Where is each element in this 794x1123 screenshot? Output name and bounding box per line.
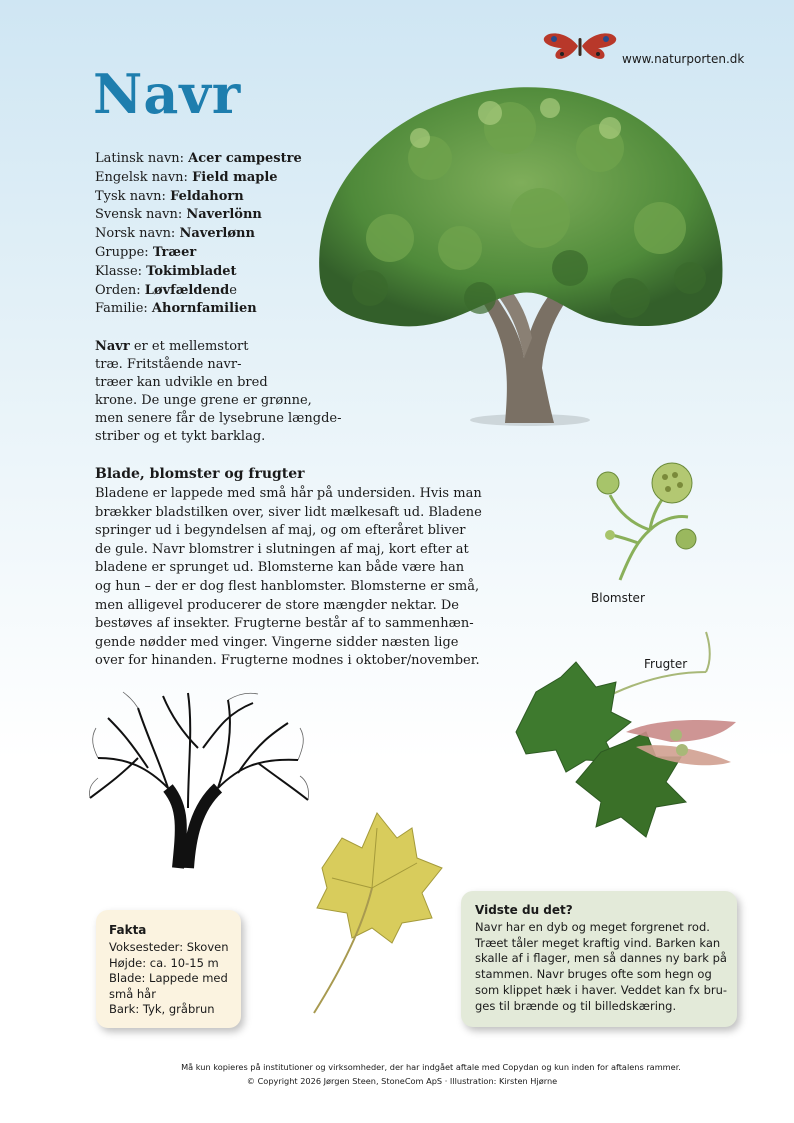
- winter-tree-silhouette: [88, 688, 310, 870]
- species-names: [95, 150, 302, 319]
- name-row: Svensk navn: Naverlönn: [95, 207, 262, 223]
- fakta-heading: Fakta: [109, 923, 147, 937]
- name-row: Gruppe: Træer: [95, 244, 197, 260]
- fakta-box: Fakta Voksesteder: Skoven Højde: ca. 10-15 m Blade: Lappede med små hår Bark: Tyk, gråbrun: [96, 910, 241, 1028]
- name-row: Norsk navn: Naverlønn: [95, 226, 255, 242]
- name-row: Familie: Ahornfamilien: [95, 301, 257, 317]
- autumn-leaf-illustration: [302, 808, 444, 1018]
- page-title: Navr: [93, 62, 242, 126]
- name-row: Orden: Løvfældende: [95, 282, 237, 298]
- name-row: Engelsk navn: Field maple: [95, 169, 278, 185]
- section-paragraph: Bladene er lappede med små hår på undersiden. Hvis man brækker bladstilken over, siver lidt mælkesaft ud. Bladene springer ud i begyndelsen af maj, og om efteråret bliver de gule. Navr blomstrer i slutningen af maj, kort efter at bladene er sprunget ud. Blomsterne kan både være han og hun – der er dog flest hanblomster. Blomsterne er små, men alligevel producerer de store mængder nektar. De bestøves af insekter. Frugterne består af to sammenhæn- gende nødder med vinger. Vingerne sidder næsten lige over for hinanden. Frugterne modnes i oktober/november.: [95, 486, 482, 669]
- vidste-text: Navr har en dyb og meget forgrenet rod. Træet tåler meget kraftig vind. Barken kan skalle af i flager, men så dannes ny bark på stammen. Navr bruges ofte som hegn og som klippet hæk i haver. Veddet kan fx bru- ges til brænde og til billedskæring.: [475, 920, 728, 1013]
- name-row: Tysk navn: Feldahorn: [95, 188, 244, 204]
- name-row: Klasse: Tokimbladet: [95, 263, 237, 279]
- vidste-du-det-box: [461, 891, 737, 1027]
- flower-illustration: [590, 455, 702, 585]
- butterfly-icon: [540, 28, 620, 64]
- footer-copyright: © Copyright 2026 Jørgen Steen, StoneCom ApS · Illustration: Kirsten Hjørne: [246, 1076, 558, 1086]
- label-frugter: Frugter: [644, 657, 688, 671]
- footer-license: Må kun kopieres på institutioner og virksomheder, der har indgået aftale med Copydan og kun inden for aftalens rammer.: [181, 1062, 681, 1072]
- tree-illustration: [310, 68, 730, 438]
- website-url[interactable]: www.naturporten.dk: [622, 52, 745, 66]
- vidste-heading: Vidste du det?: [475, 903, 573, 917]
- section-heading: Blade, blomster og frugter: [95, 466, 305, 482]
- leaf-fruit-illustration: [506, 632, 746, 862]
- intro-paragraph: Navr er et mellemstort træ. Fritstående navr- træer kan udvikle en bred krone. De unge grene er grønne, men senere får de lysebrune længde- striber og et tykt barklag.: [95, 339, 342, 444]
- name-row: Latinsk navn: Acer campestre: [95, 151, 302, 166]
- label-blomster: Blomster: [591, 591, 645, 605]
